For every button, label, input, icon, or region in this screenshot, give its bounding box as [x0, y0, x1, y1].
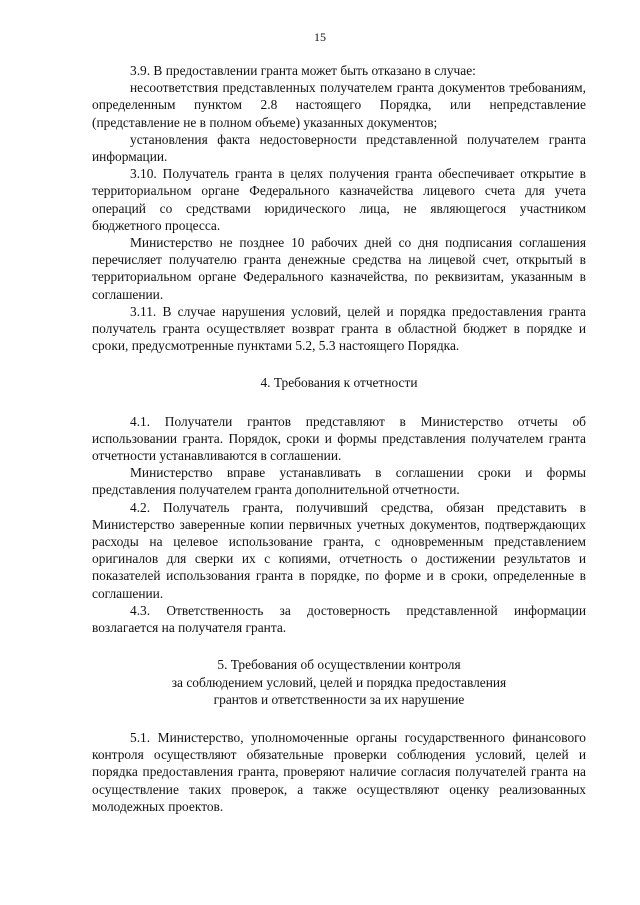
- paragraph-3-9-item-1: несоответствия представленных получателем гранта документов требованиям, определенным пунктом 2.8 настоящего Порядка, или непредставление (представление не в полном объеме) указанных документов;: [92, 80, 586, 130]
- paragraph-3-10: 3.10. Получатель гранта в целях получения гранта обеспечивает открытие в территориальном органе Федерального казначейства лицевого счета для учета операций со средствами юридического лица, не являющегося участником бюджетного процесса.: [92, 166, 586, 233]
- paragraph-3-9-item-2: установления факта недостоверности представленной получателем гранта информации.: [92, 131, 586, 165]
- paragraph-5-1: 5.1. Министерство, уполномоченные органы государственного финансового контроля осуществляют обязательные проверки соблюдения условий, целей и порядка предоставления гранта, проверяют наличие согласия получателей гранта на осуществление таких проверок, а также осуществляют оценку реализованных молодежных проектов.: [92, 729, 586, 814]
- section-4-heading: [92, 374, 586, 391]
- section-heading-line: 4. Требования к отчетности: [260, 375, 418, 391]
- paragraph-4-3: 4.3. Ответственность за достоверность представленной информации возлагается на получателя гранта.: [92, 602, 586, 636]
- page-number: 15: [314, 30, 326, 44]
- paragraph-4-1-cont: Министерство вправе устанавливать в соглашении сроки и формы представления получателем гранта дополнительной отчетности.: [92, 465, 586, 498]
- section-heading-line: за соблюдением условий, целей и порядка предоставления: [171, 674, 507, 690]
- section-heading-line: 5. Требования об осуществлении контроля: [217, 657, 461, 673]
- paragraph-3-11: 3.11. В случае нарушения условий, целей и порядка предоставления гранта получатель гранта осуществляет возврат гранта в областной бюджет в порядке и сроки, предусмотренные пунктами 5.2, 5.3 настоящего Порядка.: [92, 303, 586, 354]
- section-5-heading: [92, 656, 586, 708]
- paragraph-4-1: 4.1. Получатели грантов представляют в Министерство отчеты об использовании гранта. Порядок, сроки и формы представления получателем гранта отчетности устанавливаются в соглашении.: [92, 413, 586, 464]
- paragraph-4-2: 4.2. Получатель гранта, получивший средства, обязан представить в Министерство заверенные копии первичных учетных документов, подтверждающих расходы на целевое использование гранта, с одновременным представлением оригиналов для сверки их с копиями, отчетность о достижении результатов и показателей использования гранта в порядке, по форме и в сроки, определенные в соглашении.: [92, 499, 586, 601]
- document-body: [92, 62, 586, 815]
- paragraph-3-9: 3.9. В предоставлении гранта может быть отказано в случае:: [130, 63, 476, 78]
- section-heading-line: грантов и ответственности за их нарушение: [213, 691, 465, 707]
- paragraph-3-10-cont: Министерство не позднее 10 рабочих дней со дня подписания соглашения перечисляет получателю гранта денежные средства на лицевой счет, открытый в территориальном органе Федерального казначейства, по реквизитам, указанным в соглашении.: [92, 235, 586, 302]
